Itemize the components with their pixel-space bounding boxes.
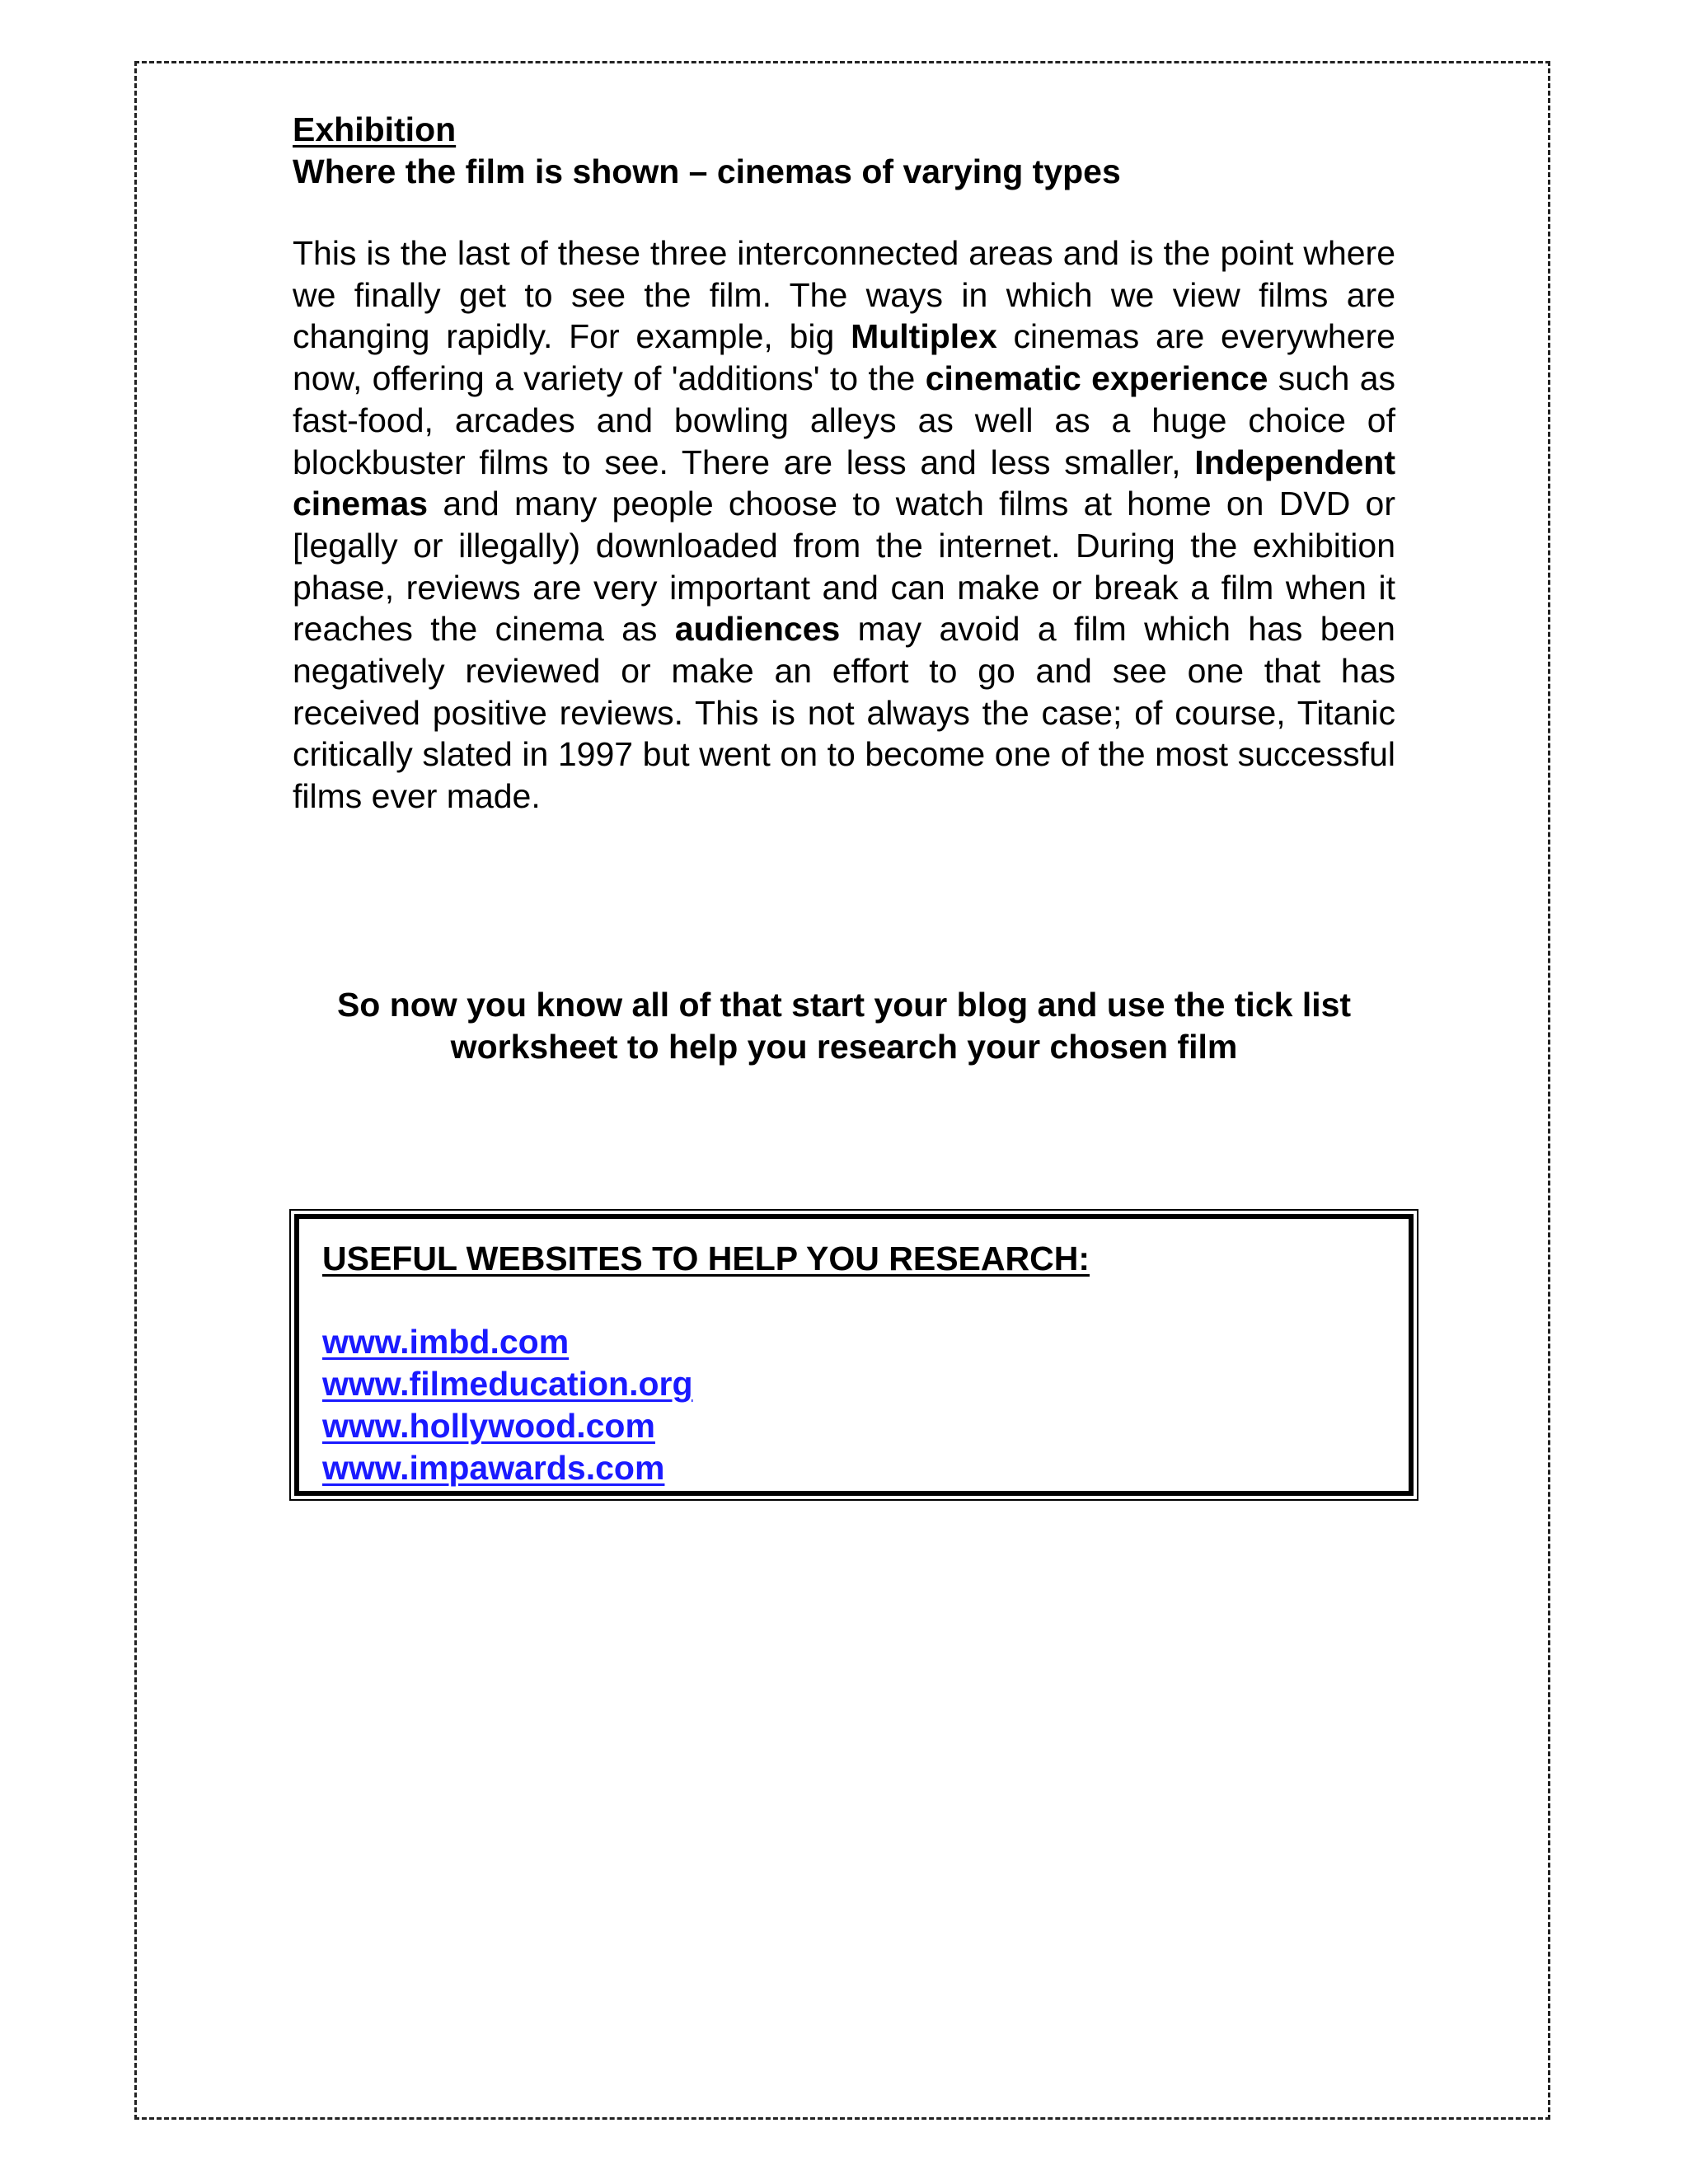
- call-to-action: [293, 984, 1395, 1068]
- website-link-hollywood[interactable]: www.hollywood.com: [322, 1407, 655, 1445]
- section-title: Exhibition: [293, 110, 457, 148]
- website-link-list: [322, 1321, 1386, 1489]
- body-text-1: This is the last of these three interconnected areas and is the point where we finally get to see the film. The ways in which we view films are changing rapidly. For example, big: [293, 234, 1395, 356]
- body-text-5: may avoid a film which has been negatively reviewed or make an effort to go and see one that has received positive reviews. This is not always the case; of course, Titanic critically slated in 1997 but went on to become one of the most successful films ever made.: [293, 610, 1395, 816]
- websites-box: [289, 1209, 1418, 1501]
- exhibition-section: [293, 109, 1395, 818]
- website-link-imbd[interactable]: www.imbd.com: [322, 1323, 570, 1361]
- section-subtitle: Where the film is shown – cinemas of varying types: [293, 152, 1121, 190]
- list-item: [322, 1321, 1386, 1363]
- term-multiplex: Multiplex: [851, 317, 997, 356]
- list-item: [322, 1363, 1386, 1405]
- list-item: [322, 1447, 1386, 1489]
- body-text-2: cinemas are everywhere now, offering a variety of 'additions' to the: [293, 317, 1395, 398]
- list-item: [322, 1405, 1386, 1447]
- term-cinematic-experience: cinematic experience: [925, 359, 1268, 398]
- website-link-filmeducation[interactable]: www.filmeducation.org: [322, 1365, 693, 1403]
- body-text-3: such as fast-food, arcades and bowling alleys as well as a huge choice of blockbuster films to see. There are less and less smaller,: [293, 359, 1395, 481]
- website-link-impawards[interactable]: www.impawards.com: [322, 1449, 665, 1487]
- body-text-4: and many people choose to watch films at home on DVD or [legally or illegally) downloaded from the internet. During the exhibition phase, reviews are very important and can make or break a film when it reaches the cinema as: [293, 485, 1395, 649]
- call-to-action-line-2: worksheet to help you research your chosen film: [450, 1028, 1238, 1066]
- term-audiences: audiences: [674, 610, 841, 649]
- body-paragraph: [293, 232, 1395, 818]
- websites-box-inner: [294, 1214, 1414, 1496]
- term-independent-cinemas: Independent cinemas: [293, 443, 1395, 523]
- websites-box-title: USEFUL WEBSITES TO HELP YOU RESEARCH:: [322, 1240, 1090, 1277]
- call-to-action-line-1: So now you know all of that start your blog and use the tick list: [336, 986, 1352, 1024]
